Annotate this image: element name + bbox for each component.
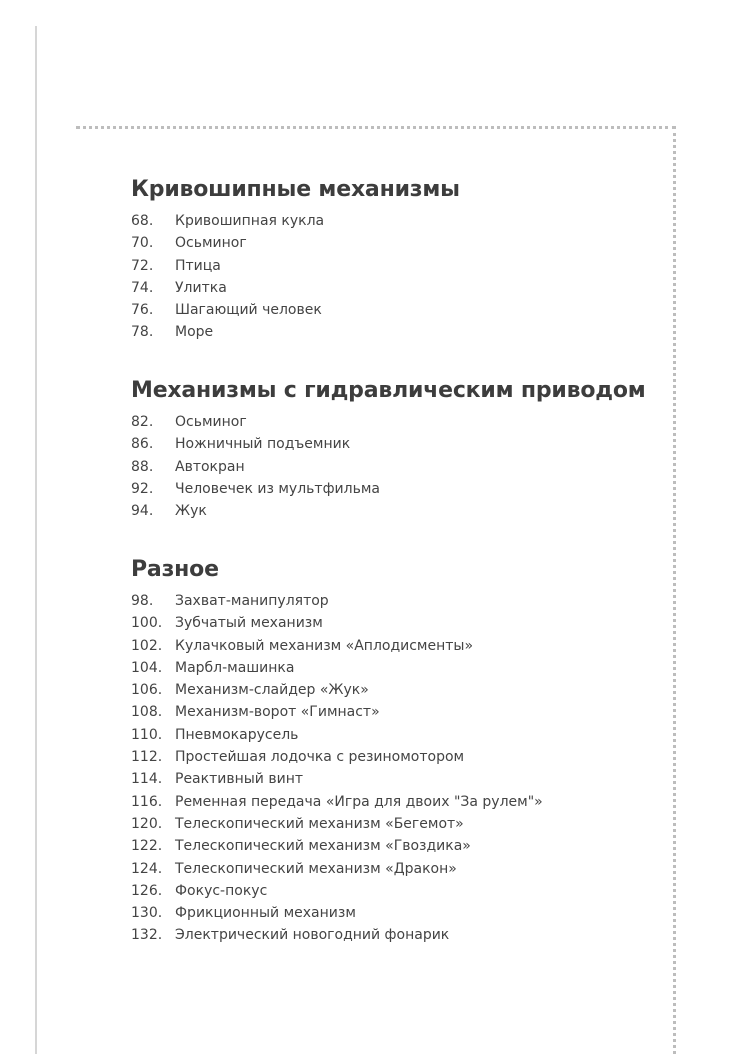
page-number: 102. (131, 637, 163, 654)
toc-item[interactable] (131, 277, 661, 299)
page-number: 110. (131, 726, 163, 743)
page-number: 126. (131, 882, 163, 899)
item-title: Марбл-машинка (175, 659, 295, 676)
toc-item[interactable] (131, 791, 661, 813)
page-number: 122. (131, 838, 163, 855)
page-number: 92. (131, 480, 154, 497)
toc-item[interactable] (131, 858, 661, 880)
toc-item[interactable] (131, 433, 661, 455)
dotted-frame-right (673, 126, 676, 1054)
page-number: 72. (131, 257, 154, 274)
item-title: Улитка (175, 279, 227, 296)
toc-item[interactable] (131, 456, 661, 478)
item-title: Автокран (175, 458, 245, 475)
page-number: 108. (131, 704, 163, 721)
page-number: 68. (131, 213, 154, 229)
toc-item[interactable] (131, 768, 661, 790)
item-title: Механизм-ворот «Гимнаст» (175, 704, 380, 721)
page-number: 124. (131, 860, 163, 877)
page-number: 74. (131, 279, 154, 296)
toc-item[interactable] (131, 701, 661, 723)
item-title: Зубчатый механизм (175, 615, 323, 632)
toc-item[interactable] (131, 902, 661, 924)
page-number: 100. (131, 615, 163, 632)
section-title: Разное (131, 557, 219, 582)
toc-list (131, 590, 661, 947)
item-title: Птица (175, 257, 221, 274)
item-title: Жук (175, 503, 207, 520)
page-number: 86. (131, 436, 154, 453)
toc-item[interactable] (131, 657, 661, 679)
item-title: Телескопический механизм «Бегемот» (175, 815, 464, 832)
item-title: Пневмокарусель (175, 726, 299, 743)
toc-item[interactable] (131, 411, 661, 433)
item-title: Кривошипная кукла (175, 213, 325, 229)
toc-item[interactable] (131, 813, 661, 835)
toc-item[interactable] (131, 679, 661, 701)
page-number: 82. (131, 414, 154, 430)
toc-section-miscellaneous (131, 556, 661, 947)
item-title: Телескопический механизм «Дракон» (175, 860, 457, 877)
item-title: Простейшая лодочка с резиномотором (175, 749, 465, 766)
toc-item[interactable] (131, 255, 661, 277)
item-title: Механизм-слайдер «Жук» (175, 682, 369, 699)
toc-section-crank-mechanisms (131, 176, 661, 344)
toc-list (131, 210, 661, 344)
section-title: Кривошипные механизмы (131, 177, 460, 202)
item-title: Осьминог (175, 235, 247, 252)
page-number: 88. (131, 458, 154, 475)
item-title: Кулачковый механизм «Аплодисменты» (175, 637, 474, 654)
toc-item[interactable] (131, 612, 661, 634)
page-number: 78. (131, 324, 154, 341)
page-number: 116. (131, 793, 163, 810)
toc-item[interactable] (131, 835, 661, 857)
page-number: 104. (131, 659, 163, 676)
section-title: Механизмы с гидравлическим приводом (131, 378, 646, 403)
page-number: 106. (131, 682, 163, 699)
item-title: Телескопический механизм «Гвоздика» (175, 838, 471, 855)
item-title: Осьминог (175, 414, 247, 430)
item-title: Фрикционный механизм (175, 905, 356, 922)
toc-item[interactable] (131, 299, 661, 321)
dotted-frame-top (76, 126, 676, 129)
page-number: 132. (131, 927, 163, 944)
page-number: 76. (131, 302, 154, 319)
item-title: Ножничный подъемник (175, 436, 351, 453)
page-number: 130. (131, 905, 163, 922)
page-number: 114. (131, 771, 163, 788)
item-title: Реактивный винт (175, 771, 304, 788)
toc-section-hydraulic-mechanisms (131, 377, 661, 522)
toc-item[interactable] (131, 924, 661, 946)
page-number: 94. (131, 503, 154, 520)
page-number: 98. (131, 593, 154, 609)
toc-item[interactable] (131, 232, 661, 254)
toc-item[interactable] (131, 746, 661, 768)
item-title: Человечек из мультфильма (175, 480, 380, 497)
toc-list (131, 411, 661, 522)
page-number: 112. (131, 749, 163, 766)
toc-item[interactable] (131, 478, 661, 500)
page-margin-line (35, 26, 37, 1054)
item-title: Фокус-покус (175, 882, 268, 899)
item-title: Море (175, 324, 214, 341)
page-number: 120. (131, 815, 163, 832)
page-number: 70. (131, 235, 154, 252)
toc-item[interactable] (131, 500, 661, 522)
toc-item[interactable] (131, 321, 661, 343)
item-title: Электрический новогодний фонарик (175, 927, 450, 944)
item-title: Захват-манипулятор (175, 593, 329, 609)
toc-item[interactable] (131, 880, 661, 902)
item-title: Шагающий человек (175, 302, 322, 319)
toc-item[interactable] (131, 635, 661, 657)
item-title: Ременная передача «Игра для двоих "За рулем"» (175, 793, 543, 810)
toc-item[interactable] (131, 590, 661, 612)
toc-item[interactable] (131, 210, 661, 232)
toc-item[interactable] (131, 724, 661, 746)
